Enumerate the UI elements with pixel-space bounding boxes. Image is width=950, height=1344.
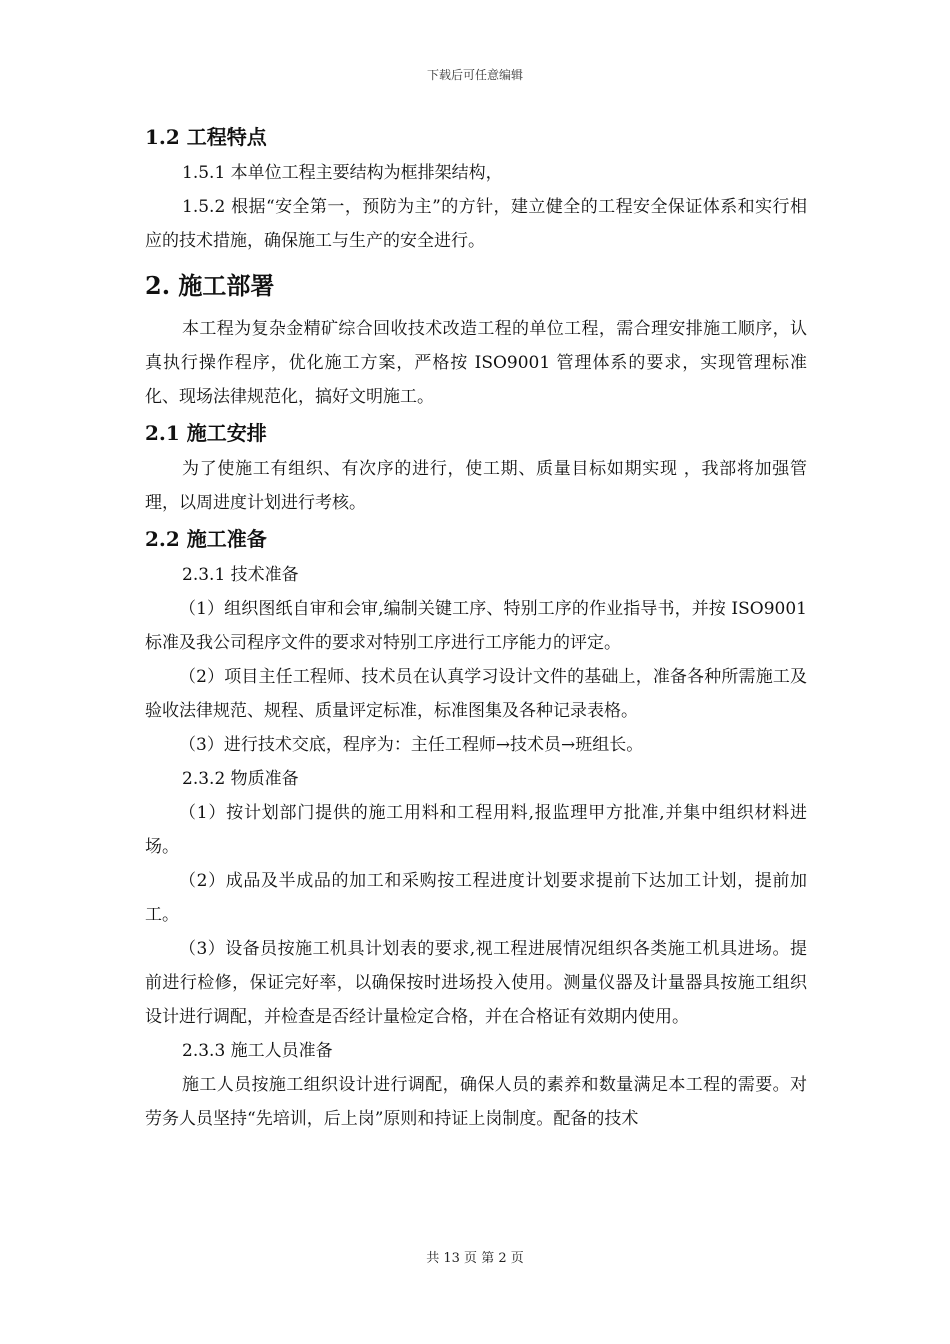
subsection-heading-2-3-2: 2.3.2 物质准备: [182, 769, 299, 789]
paragraph: （3）设备员按施工机具计划表的要求,视工程进展情况组织各类施工机具进场。提前进行检修，保证完好率，以确保按时进场投入使用。测量仪器及计量器具按施工组织设计进行调配，并检查是否经计量检定合格，并在合格证有效期内使用。: [145, 939, 807, 1027]
paragraph: （2）成品及半成品的加工和采购按工程进度计划要求提前下达加工计划，提前加工。: [145, 871, 807, 925]
paragraph: （1）按计划部门提供的施工用料和工程用料,报监理甲方批准,并集中组织材料进场。: [145, 803, 807, 857]
paragraph: 为了使施工有组织、有次序的进行，使工期、质量目标如期实现 ，我部将加强管理，以周进度计划进行考核。: [145, 459, 807, 513]
page-header: 下载后可任意编辑: [426, 68, 523, 82]
paragraph: 施工人员按施工组织设计进行调配，确保人员的素养和数量满足本工程的需要。对劳务人员坚持“先培训，后上岗”原则和持证上岗制度。配备的技术: [145, 1075, 807, 1129]
section-heading-2-1: 2.1 施工安排: [145, 421, 267, 445]
paragraph: 1.5.2 根据“安全第一，预防为主”的方针，建立健全的工程安全保证体系和实行相应的技术措施，确保施工与生产的安全进行。: [145, 197, 807, 251]
paragraph: （1）组织图纸自审和会审,编制关键工序、特别工序的作业指导书，并按 ISO9001 标准及我公司程序文件的要求对特别工序进行工序能力的评定。: [145, 599, 807, 653]
subsection-heading-2-3-1: 2.3.1 技术准备: [182, 565, 299, 585]
paragraph: （2）项目主任工程师、技术员在认真学习设计文件的基础上，准备各种所需施工及验收法律规范、规程、质量评定标准，标准图集及各种记录表格。: [145, 667, 807, 721]
paragraph: 本工程为复杂金精矿综合回收技术改造工程的单位工程，需合理安排施工顺序，认真执行操作程序，优化施工方案，严格按 ISO9001 管理体系的要求，实现管理标准化、现场法律规范化，搞好文明施工。: [145, 319, 807, 407]
section-heading-2: 2. 施工部署: [145, 271, 275, 300]
document-body: [145, 118, 807, 1136]
paragraph: 1.5.1 本单位工程主要结构为框排架结构，: [182, 163, 503, 183]
page-footer: 共 13 页 第 2 页: [426, 1251, 524, 1266]
paragraph: （3）进行技术交底，程序为：主任工程师→技术员→班组长。: [179, 735, 644, 755]
section-heading-1-2: 1.2 工程特点: [145, 125, 267, 149]
section-heading-2-2: 2.2 施工准备: [145, 527, 267, 551]
subsection-heading-2-3-3: 2.3.3 施工人员准备: [182, 1041, 333, 1061]
